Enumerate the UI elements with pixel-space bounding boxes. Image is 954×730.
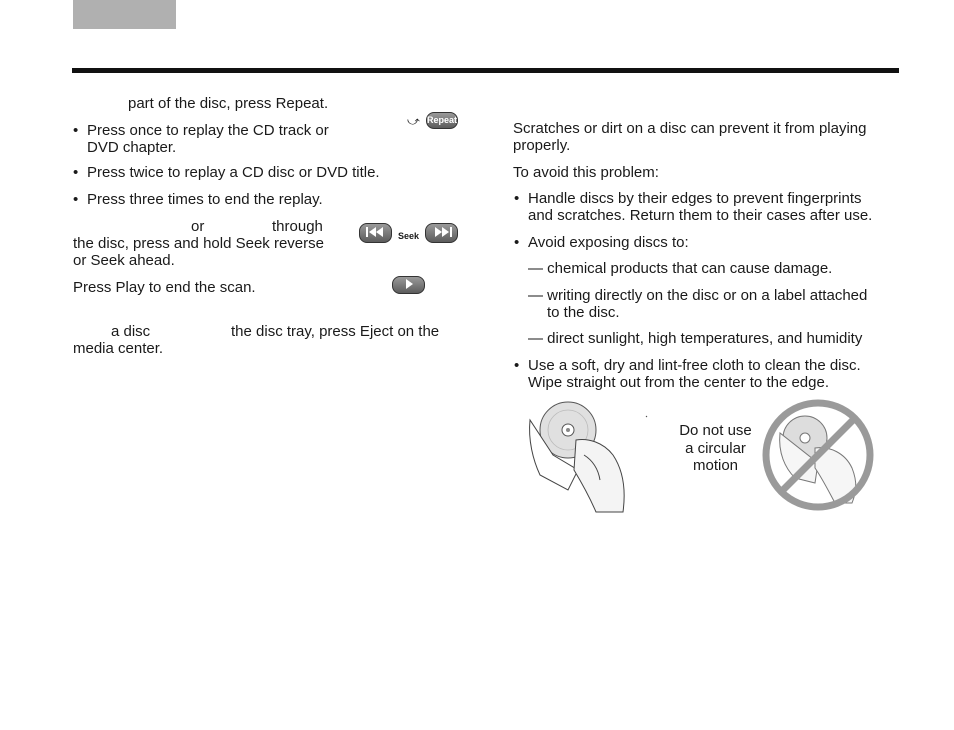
skip-forward-icon (425, 223, 458, 243)
care-bullet-3-cont: Wipe straight out from the center to the edge. (528, 374, 829, 391)
header-rule (72, 68, 899, 73)
header-tab (73, 0, 176, 29)
care-dash-3: — direct sunlight, high temperatures, and humidity (528, 330, 863, 347)
seek-word-or: or (191, 218, 205, 235)
repeat-bullet-1: • Press once to replay the CD track or (87, 122, 329, 139)
care-dash-2: — writing directly on the disc or on a label attached (528, 287, 868, 304)
care-bullet-1-cont: and scratches. Return them to their cases after use. (528, 207, 873, 224)
disc-care-intro-1: Scratches or dirt on a disc can prevent it from playing (513, 120, 867, 137)
repeat-bullet-2: • Press twice to replay a CD disc or DVD title. (87, 164, 380, 181)
repeat-bullet-1-cont: DVD chapter. (87, 139, 177, 156)
care-bullet-2: • Avoid exposing discs to: (528, 234, 689, 251)
avoid-heading: To avoid this problem: (513, 164, 659, 181)
seek-label: Seek (398, 231, 420, 241)
caption-line-1: Do not use (679, 422, 752, 439)
play-line: Press Play to end the scan. (73, 279, 256, 296)
eject-line-2: media center. (73, 340, 164, 357)
repeat-bullet-3: • Press three times to end the replay. (87, 191, 323, 208)
care-dash-2-cont: to the disc. (547, 304, 620, 321)
disc-care-intro-2: properly. (513, 137, 571, 154)
skip-back-icon (359, 223, 392, 243)
seek-word-through: through (272, 218, 323, 235)
seek-line-2: or Seek ahead. (73, 252, 175, 269)
play-icon (392, 276, 425, 294)
prohibited-circular-motion-illustration (760, 398, 878, 514)
care-bullet-3: • Use a soft, dry and lint-free cloth to clean the disc. (528, 357, 861, 374)
clean-disc-illustration (528, 400, 652, 514)
seek-line-1: the disc, press and hold Seek reverse (73, 235, 324, 252)
eject-line-1: the disc tray, press Eject on the (231, 323, 440, 340)
repeat-button-icon: Repeat (426, 112, 458, 129)
curved-arrow-icon: ⤻ (407, 114, 420, 128)
care-dash-1: — chemical products that can cause damage. (528, 260, 833, 277)
care-bullet-1: • Handle discs by their edges to prevent fingerprints (528, 190, 862, 207)
caption-line-2: a circular (685, 440, 746, 457)
caption-line-3: motion (692, 457, 739, 474)
eject-word-disc: a disc (111, 323, 151, 340)
repeat-intro: part of the disc, press Repeat. (128, 95, 329, 112)
